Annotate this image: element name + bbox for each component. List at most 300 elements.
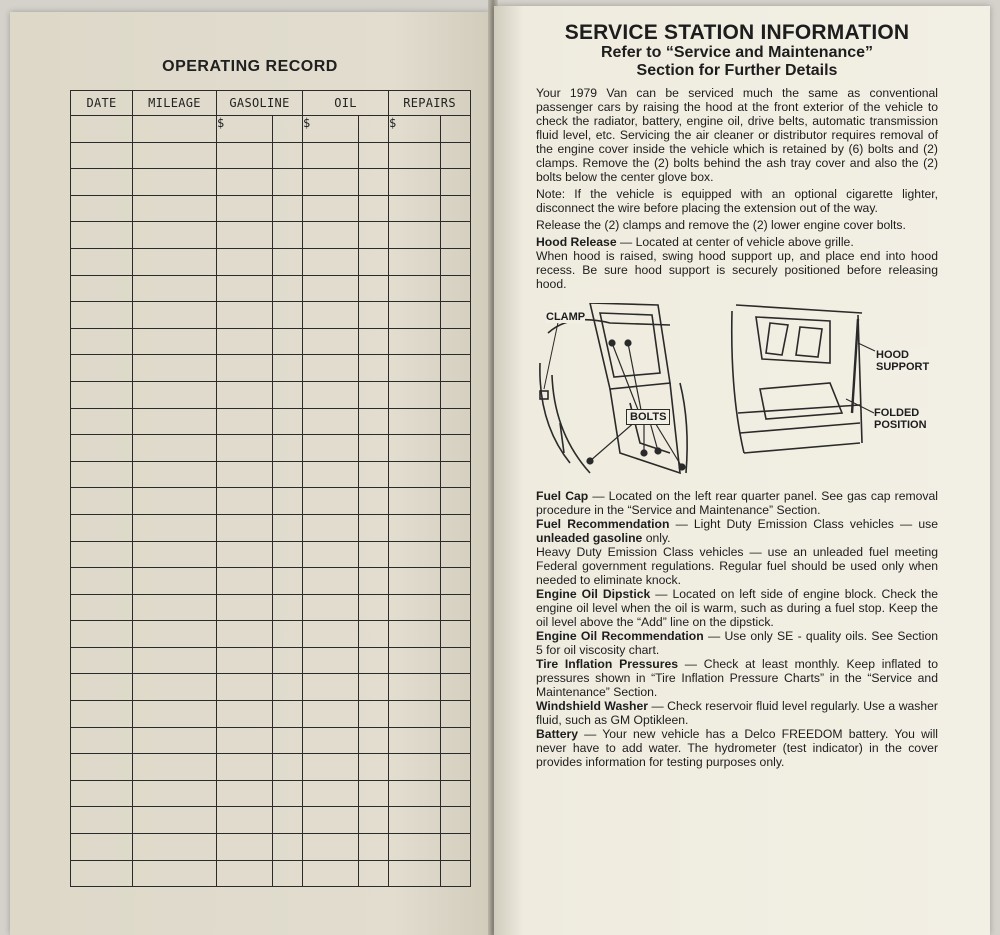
column-header-date: DATE	[71, 91, 133, 116]
table-cell	[359, 807, 389, 834]
table-row	[71, 834, 471, 861]
service-item-label: Windshield Washer	[536, 699, 648, 713]
release-paragraph: Release the (2) clamps and remove the (2) lower engine cover bolts.	[536, 218, 906, 232]
table-cell	[359, 302, 389, 329]
table-cell	[273, 568, 303, 595]
engine-cover-illustration	[530, 303, 940, 481]
table-cell	[359, 355, 389, 382]
service-item-text: — Check at least monthly. Keep inflated to pressures shown in “Tire Inflation Pressure Charts” in the “Service and Maintenance” Section.	[536, 657, 938, 699]
table-cell	[133, 381, 217, 408]
currency-symbol: $	[217, 116, 273, 143]
table-cell	[71, 674, 133, 701]
table-cell	[71, 461, 133, 488]
table-cell	[71, 701, 133, 728]
service-item	[536, 629, 938, 657]
table-cell	[389, 435, 441, 462]
table-row	[71, 488, 471, 515]
table-cell	[359, 195, 389, 222]
table-row	[71, 727, 471, 754]
service-item-label: Battery	[536, 727, 578, 741]
service-items-list	[536, 489, 938, 769]
table-cell	[303, 169, 359, 196]
table-cell	[441, 674, 471, 701]
table-cell	[133, 248, 217, 275]
table-cell	[441, 514, 471, 541]
table-row	[71, 302, 471, 329]
table-cell	[359, 594, 389, 621]
table-cell	[303, 568, 359, 595]
service-item	[536, 657, 938, 699]
label-hood-support	[876, 349, 929, 373]
table-row	[71, 435, 471, 462]
intro-paragraph: Your 1979 Van can be serviced much the same as conventional passenger cars by raising the hood at the front exterior of the vehicle to check the radiator, battery, engine oil, drive belts, automatic transmission fluid level, etc. Servicing the air cleaner or distributor requires removal of the engine cover inside the vehicle which is retained by (6) bolts and (2) clamps. Remove the (2) bolts behind the ash tray cover and also the (2) bolts below the center glove box.	[536, 86, 938, 184]
table-cell	[303, 302, 359, 329]
hood-raised-paragraph: When hood is raised, swing hood support up, and place end into hood recess. Be sure hood support is securely positioned before releasing hood.	[536, 249, 938, 291]
table-cell	[71, 355, 133, 382]
table-row	[71, 754, 471, 781]
table-cell	[303, 328, 359, 355]
table-cell	[71, 435, 133, 462]
table-cell	[441, 727, 471, 754]
hood-release-paragraph	[536, 235, 938, 249]
table-cell	[359, 541, 389, 568]
table-cell	[303, 647, 359, 674]
table-cell	[217, 355, 273, 382]
table-cell	[133, 169, 217, 196]
table-cell	[133, 355, 217, 382]
column-header-gasoline: GASOLINE	[217, 91, 303, 116]
table-cell	[133, 647, 217, 674]
table-cell	[441, 541, 471, 568]
table-cell	[359, 488, 389, 515]
table-cell	[441, 780, 471, 807]
table-cell	[441, 435, 471, 462]
table-cell	[389, 195, 441, 222]
table-cell	[441, 381, 471, 408]
table-cell	[389, 302, 441, 329]
table-cell	[303, 674, 359, 701]
service-item	[536, 699, 938, 727]
table-cell	[303, 807, 359, 834]
table-cell	[359, 275, 389, 302]
info-subtitle-2: Section for Further Details	[636, 62, 838, 79]
table-cell	[273, 302, 303, 329]
table-cell	[303, 435, 359, 462]
table-cell	[389, 834, 441, 861]
table-cell	[217, 435, 273, 462]
table-cell	[441, 195, 471, 222]
table-cell	[217, 461, 273, 488]
service-item-label: Fuel Recommendation	[536, 517, 670, 531]
table-cell	[389, 461, 441, 488]
table-cell	[389, 275, 441, 302]
table-cell	[359, 780, 389, 807]
table-cell	[217, 594, 273, 621]
table-cell	[273, 514, 303, 541]
service-item-label: Engine Oil Recommendation	[536, 629, 704, 643]
table-cell	[273, 408, 303, 435]
table-cell	[133, 435, 217, 462]
table-cell	[303, 541, 359, 568]
label-clamp: CLAMP	[546, 311, 586, 323]
table-cell	[133, 780, 217, 807]
table-cell	[441, 275, 471, 302]
table-cell	[133, 116, 217, 143]
table-row	[71, 514, 471, 541]
table-cell	[133, 302, 217, 329]
table-cell	[303, 195, 359, 222]
illustration-drawing	[530, 303, 940, 481]
service-item-label: Engine Oil Dipstick	[536, 587, 651, 601]
table-cell	[389, 328, 441, 355]
table-cell	[359, 860, 389, 887]
table-cell	[273, 541, 303, 568]
service-item	[536, 727, 938, 769]
table-cell	[273, 195, 303, 222]
table-cell	[389, 701, 441, 728]
table-cell	[441, 807, 471, 834]
table-cell	[217, 727, 273, 754]
table-cell	[389, 142, 441, 169]
table-cell	[303, 275, 359, 302]
table-cell	[389, 621, 441, 648]
table-cell	[389, 248, 441, 275]
table-cell	[441, 408, 471, 435]
table-cell	[217, 807, 273, 834]
table-cell	[71, 248, 133, 275]
table-cell	[303, 222, 359, 249]
table-cell	[441, 621, 471, 648]
table-cell	[273, 674, 303, 701]
table-cell	[303, 461, 359, 488]
table-cell	[217, 674, 273, 701]
table-cell	[303, 621, 359, 648]
table-cell	[389, 807, 441, 834]
table-cell	[359, 381, 389, 408]
table-cell	[273, 621, 303, 648]
table-cell	[133, 195, 217, 222]
table-cell	[217, 195, 273, 222]
table-cell	[441, 461, 471, 488]
table-cell	[359, 408, 389, 435]
table-cell	[217, 568, 273, 595]
table-cell	[273, 780, 303, 807]
hood-release-label: Hood Release	[536, 235, 617, 249]
table-cell	[217, 222, 273, 249]
label-support: SUPPORT	[876, 361, 930, 373]
table-cell	[359, 514, 389, 541]
column-header-mileage: MILEAGE	[133, 91, 217, 116]
table-cell	[303, 727, 359, 754]
table-cell	[359, 116, 389, 143]
service-item	[536, 545, 938, 587]
table-cell	[303, 754, 359, 781]
table-cell	[303, 514, 359, 541]
table-cell	[359, 674, 389, 701]
table-cell	[359, 328, 389, 355]
operating-record-table	[70, 90, 471, 887]
table-cell	[359, 647, 389, 674]
table-cell	[133, 621, 217, 648]
table-cell	[71, 514, 133, 541]
table-cell	[441, 594, 471, 621]
table-row	[71, 780, 471, 807]
table-row	[71, 701, 471, 728]
table-cell	[303, 355, 359, 382]
table-cell	[71, 807, 133, 834]
table-cell	[273, 248, 303, 275]
table-row	[71, 195, 471, 222]
label-bolts: BOLTS	[626, 409, 670, 425]
service-item-text: — Located on the left rear quarter panel. See gas cap removal procedure in the “Service and Maintenance” Section.	[536, 489, 938, 517]
table-cell	[303, 248, 359, 275]
table-cell	[359, 461, 389, 488]
table-cell	[389, 727, 441, 754]
column-header-oil: OIL	[303, 91, 389, 116]
table-cell	[441, 860, 471, 887]
table-cell	[389, 381, 441, 408]
table-cell	[217, 514, 273, 541]
table-cell	[217, 142, 273, 169]
label-position: POSITION	[874, 419, 927, 431]
table-cell	[217, 488, 273, 515]
table-cell	[441, 834, 471, 861]
table-cell	[71, 328, 133, 355]
table-cell	[71, 302, 133, 329]
table-cell	[273, 488, 303, 515]
table-cell	[217, 381, 273, 408]
table-cell	[133, 142, 217, 169]
table-cell	[133, 754, 217, 781]
left-page	[10, 12, 490, 935]
table-cell	[217, 834, 273, 861]
table-row	[71, 381, 471, 408]
table-cell	[217, 701, 273, 728]
table-cell	[273, 701, 303, 728]
table-cell	[217, 169, 273, 196]
table-cell	[389, 568, 441, 595]
label-folded: FOLDED	[874, 407, 920, 419]
table-cell	[71, 195, 133, 222]
table-cell	[217, 328, 273, 355]
table-cell	[71, 834, 133, 861]
table-cell	[273, 860, 303, 887]
table-row	[71, 807, 471, 834]
service-item	[536, 587, 938, 629]
table-cell	[359, 169, 389, 196]
table-cell	[441, 355, 471, 382]
service-item-text: — Located on left side of engine block. Check the engine oil level when the oil is warm, such as during a fuel stop. Keep the oil level above the “Add” line on the dipstick.	[536, 587, 939, 629]
service-item-text: — Your new vehicle has a Delco FREEDOM battery. You will never have to add water. The hydrometer (test indicator) in the cover provides information for testing purposes only.	[536, 727, 938, 769]
service-item-text: Heavy Duty Emission Class vehicles — use an unleaded fuel meeting Federal government regulations. Regular fuel should be used only when needed to eliminate knock.	[536, 545, 938, 587]
table-cell	[441, 568, 471, 595]
currency-symbol: $	[389, 116, 441, 143]
table-row	[71, 116, 471, 143]
table-cell	[273, 116, 303, 143]
table-cell	[273, 275, 303, 302]
service-item	[536, 517, 938, 545]
table-cell	[359, 222, 389, 249]
table-cell	[441, 248, 471, 275]
info-subtitle: Refer to “Service and Maintenance”	[600, 44, 874, 61]
table-cell	[133, 275, 217, 302]
table-cell	[133, 701, 217, 728]
table-cell	[389, 860, 441, 887]
table-cell	[133, 461, 217, 488]
table-cell	[71, 780, 133, 807]
table-cell	[389, 647, 441, 674]
table-cell	[441, 754, 471, 781]
service-item-text: — Use only SE - quality oils. See Section 5 for oil viscosity chart.	[536, 629, 939, 657]
table-cell	[71, 541, 133, 568]
table-cell	[217, 621, 273, 648]
table-cell	[133, 727, 217, 754]
table-cell	[71, 621, 133, 648]
table-row	[71, 275, 471, 302]
table-cell	[441, 169, 471, 196]
table-cell	[389, 594, 441, 621]
table-cell	[133, 328, 217, 355]
table-cell	[217, 860, 273, 887]
service-station-info	[536, 22, 938, 769]
table-cell	[359, 834, 389, 861]
table-row	[71, 621, 471, 648]
table-row	[71, 568, 471, 595]
table-row	[71, 860, 471, 887]
table-cell	[441, 328, 471, 355]
table-cell	[303, 488, 359, 515]
table-cell	[303, 142, 359, 169]
table-cell	[389, 754, 441, 781]
service-item-emphasis: unleaded gasoline	[536, 531, 643, 545]
table-cell	[303, 408, 359, 435]
table-cell	[441, 647, 471, 674]
table-cell	[71, 860, 133, 887]
hood-release-text: — Located at center of vehicle above grille.	[616, 235, 854, 249]
table-row	[71, 355, 471, 382]
table-cell	[359, 568, 389, 595]
table-cell	[273, 435, 303, 462]
table-cell	[389, 408, 441, 435]
table-row	[71, 674, 471, 701]
table-cell	[217, 302, 273, 329]
table-row	[71, 461, 471, 488]
table-cell	[217, 780, 273, 807]
table-row	[71, 594, 471, 621]
column-header-repairs: REPAIRS	[389, 91, 471, 116]
table-row	[71, 169, 471, 196]
table-row	[71, 647, 471, 674]
currency-symbol: $	[303, 116, 359, 143]
service-item-tail: only.	[642, 531, 671, 545]
table-cell	[389, 355, 441, 382]
label-folded-position	[874, 407, 927, 431]
table-cell	[133, 514, 217, 541]
table-cell	[441, 116, 471, 143]
table-cell	[217, 541, 273, 568]
table-cell	[359, 727, 389, 754]
label-hood: HOOD	[876, 349, 909, 361]
table-cell	[273, 727, 303, 754]
table-cell	[303, 780, 359, 807]
service-item-label: Fuel Cap	[536, 489, 589, 503]
table-cell	[133, 834, 217, 861]
table-row	[71, 142, 471, 169]
table-cell	[71, 488, 133, 515]
table-cell	[303, 834, 359, 861]
table-cell	[217, 248, 273, 275]
table-row	[71, 408, 471, 435]
table-cell	[273, 647, 303, 674]
table-cell	[273, 142, 303, 169]
table-cell	[389, 541, 441, 568]
table-cell	[133, 860, 217, 887]
table-cell	[133, 488, 217, 515]
table-cell	[273, 594, 303, 621]
table-cell	[273, 328, 303, 355]
table-cell	[359, 701, 389, 728]
table-cell	[441, 488, 471, 515]
table-cell	[133, 541, 217, 568]
table-cell	[71, 727, 133, 754]
table-cell	[273, 807, 303, 834]
table-cell	[71, 568, 133, 595]
table-cell	[303, 701, 359, 728]
note-paragraph: Note: If the vehicle is equipped with an optional cigarette lighter, disconnect the wire before placing the extension out of the way.	[536, 187, 938, 215]
table-cell	[273, 355, 303, 382]
table-cell	[71, 222, 133, 249]
table-cell	[359, 248, 389, 275]
table-cell	[133, 807, 217, 834]
table-cell	[71, 116, 133, 143]
table-cell	[217, 275, 273, 302]
table-row	[71, 328, 471, 355]
service-item-text: — Check reservoir fluid level regularly. Use a washer fluid, such as GM Optikleen.	[536, 699, 938, 727]
table-cell	[217, 754, 273, 781]
table-header-row	[71, 91, 471, 116]
table-cell	[389, 222, 441, 249]
table-cell	[71, 142, 133, 169]
table-cell	[273, 754, 303, 781]
table-cell	[389, 169, 441, 196]
table-cell	[273, 222, 303, 249]
table-row	[71, 222, 471, 249]
table-row	[71, 541, 471, 568]
table-cell	[303, 860, 359, 887]
table-cell	[389, 780, 441, 807]
table-cell	[133, 674, 217, 701]
service-item-text: — Light Duty Emission Class vehicles — use	[669, 517, 938, 531]
table-cell	[71, 594, 133, 621]
table-cell	[273, 381, 303, 408]
table-cell	[71, 275, 133, 302]
table-cell	[133, 222, 217, 249]
operating-record-title: OPERATING RECORD	[162, 58, 338, 75]
table-cell	[303, 594, 359, 621]
info-title: SERVICE STATION INFORMATION	[564, 21, 910, 44]
table-cell	[441, 302, 471, 329]
table-cell	[217, 647, 273, 674]
table-cell	[389, 488, 441, 515]
table-cell	[389, 674, 441, 701]
table-cell	[71, 408, 133, 435]
table-cell	[359, 142, 389, 169]
table-cell	[133, 594, 217, 621]
table-cell	[441, 701, 471, 728]
table-cell	[71, 381, 133, 408]
table-cell	[441, 142, 471, 169]
table-cell	[273, 461, 303, 488]
